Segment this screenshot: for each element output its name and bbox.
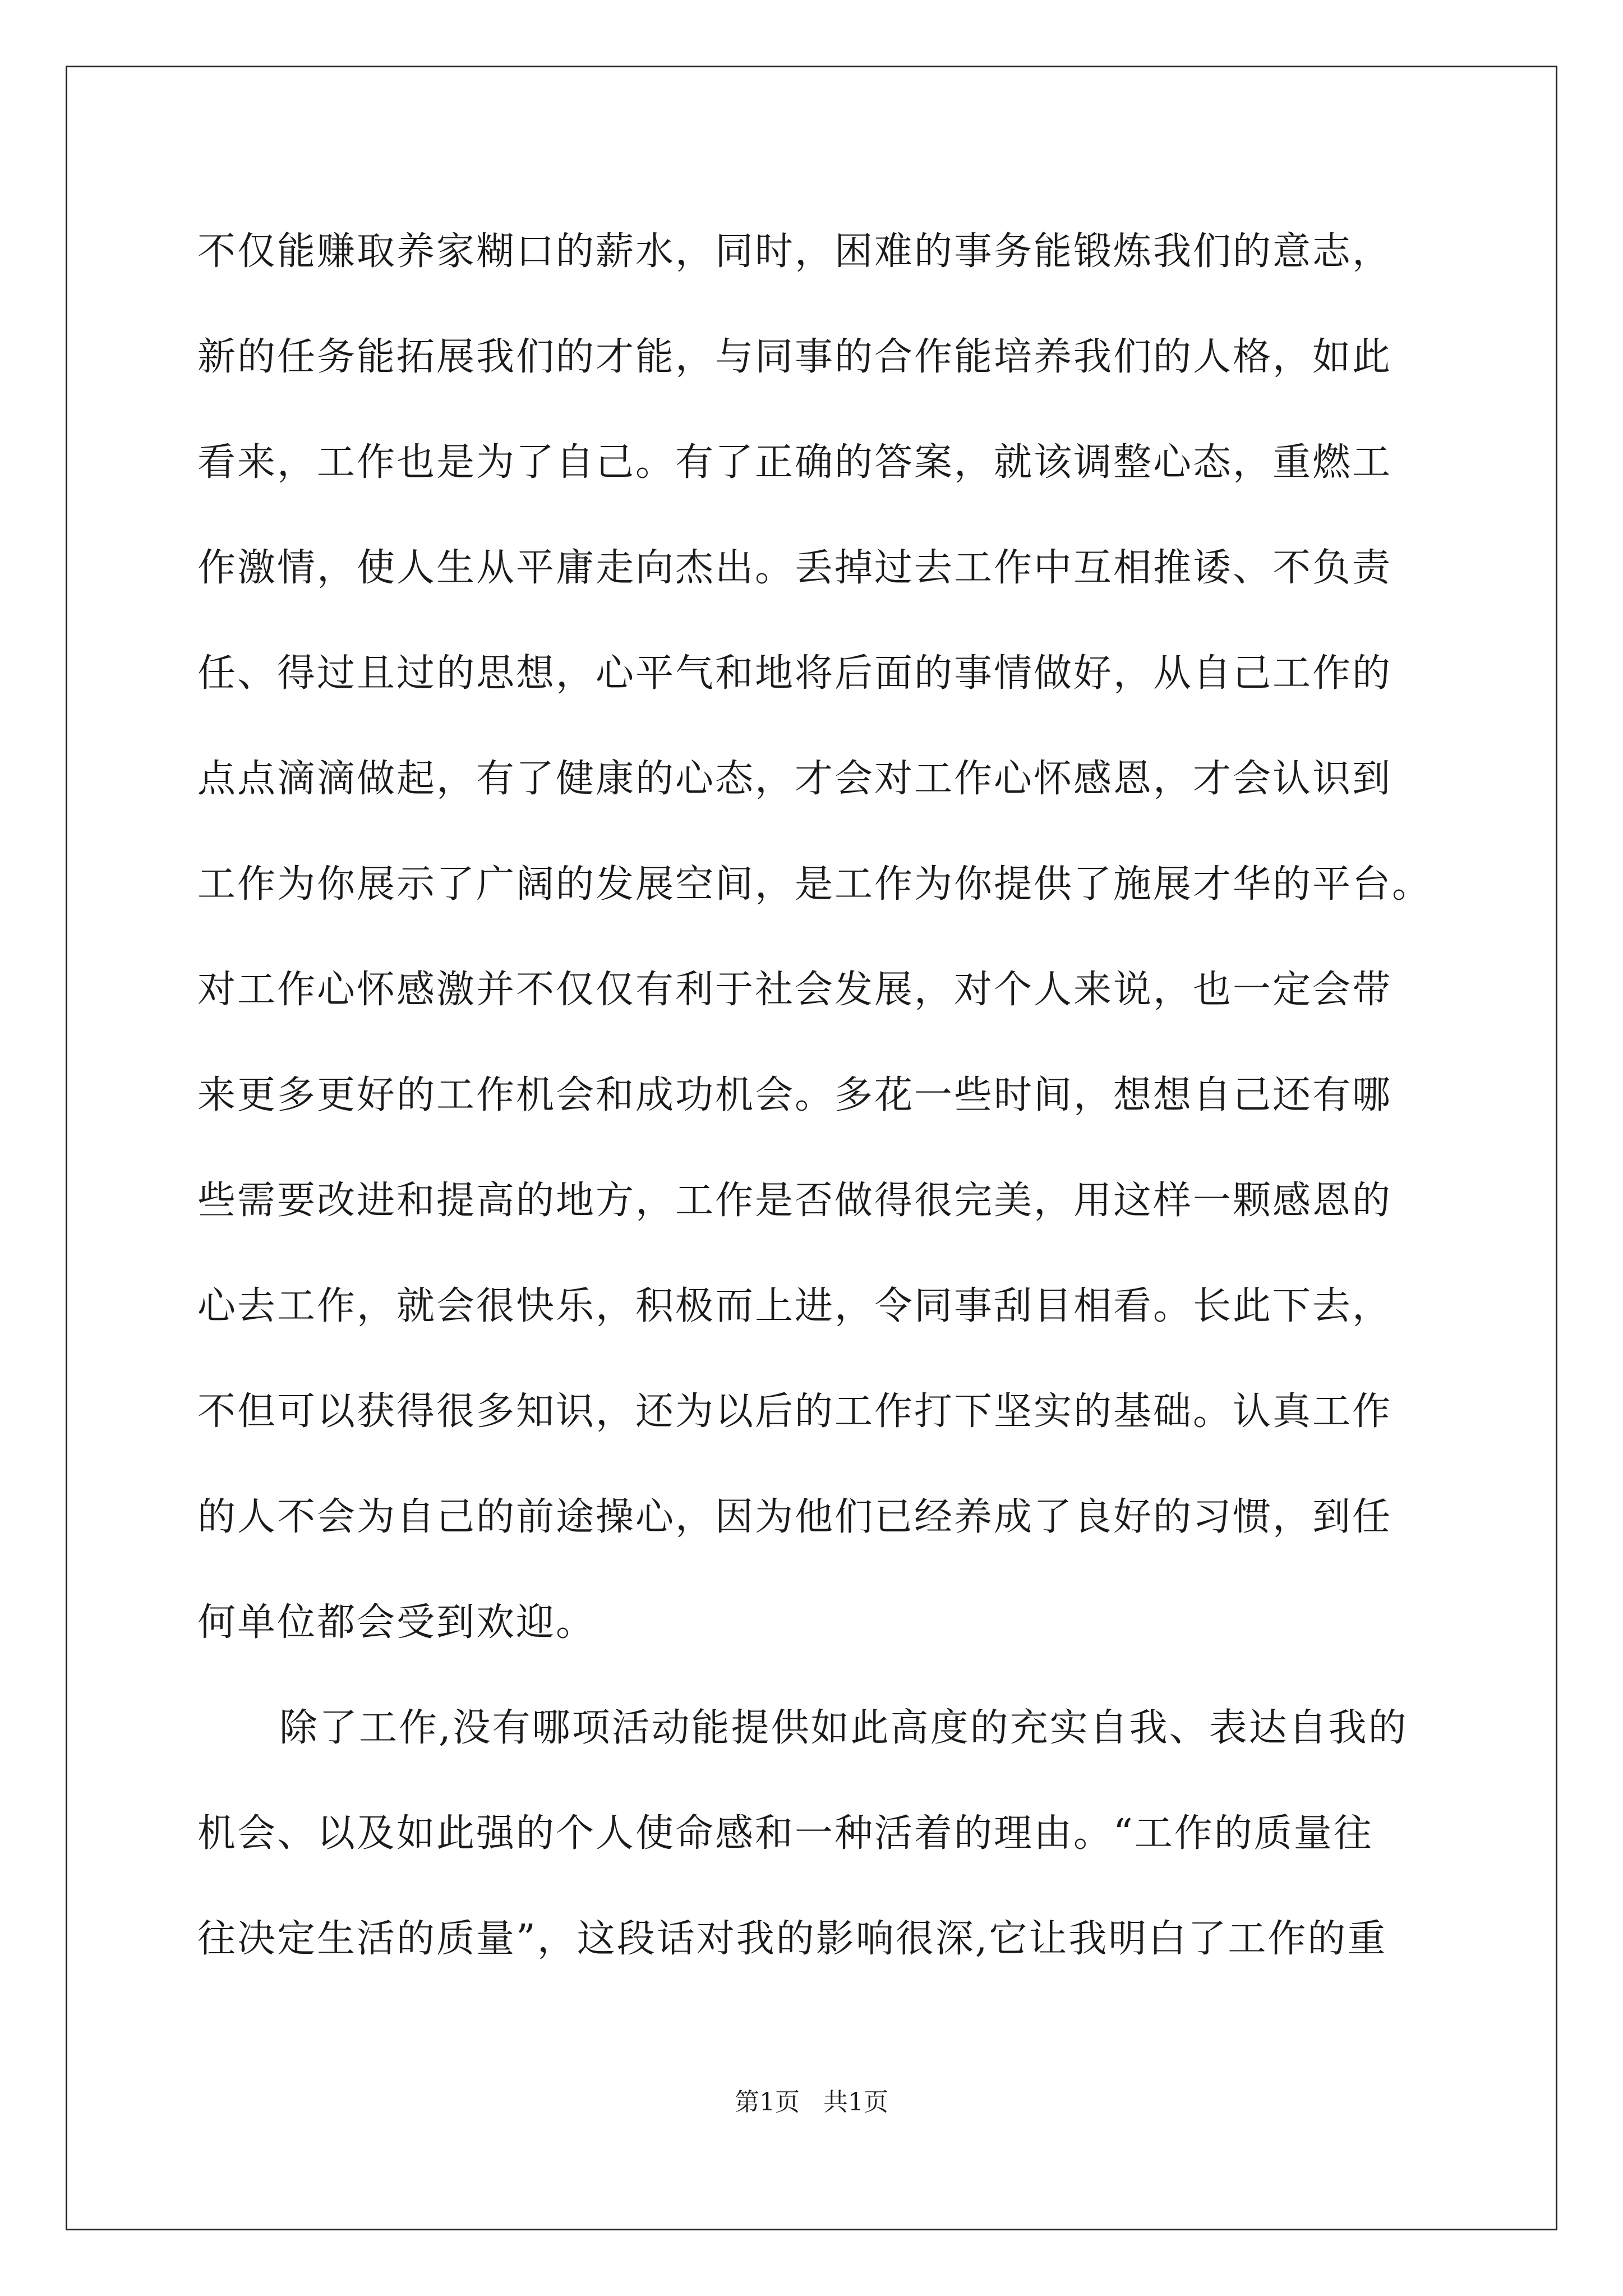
text-line: 机会、以及如此强的个人使命感和一种活着的理由。“工作的质量往 xyxy=(197,1811,1373,1856)
text-line: 点点滴滴做起，有了健康的心态，才会对工作心怀感恩，才会认识到 xyxy=(197,757,1393,801)
text-line: 任、得过且过的思想，心平气和地将后面的事情做好，从自己工作的 xyxy=(197,651,1393,696)
text-line: 新的任务能拓展我们的才能，与同事的合作能培养我们的人格，如此 xyxy=(197,335,1393,379)
text-line: 来更多更好的工作机会和成功机会。多花一些时间，想想自己还有哪 xyxy=(197,1073,1393,1117)
text-line: 不仅能赚取养家糊口的薪水，同时，困难的事务能锻炼我们的意志， xyxy=(197,229,1393,274)
text-line: 何单位都会受到欢迎。 xyxy=(197,1600,596,1645)
text-line: 往决定生活的质量”，这段话对我的影响很深,它让我明白了工作的重 xyxy=(197,1917,1387,1961)
text-line: 不但可以获得很多知识，还为以后的工作打下坚实的基础。认真工作 xyxy=(197,1389,1393,1434)
text-line: 工作为你展示了广阔的发展空间，是工作为你提供了施展才华的平台。 xyxy=(197,862,1432,907)
document-body xyxy=(197,199,1431,1992)
text-line: 看来，工作也是为了自己。有了正确的答案，就该调整心态，重燃工 xyxy=(197,440,1393,485)
page-number-footer: 第1页 共1页 xyxy=(735,2088,888,2116)
text-line: 心去工作，就会很快乐，积极而上进，令同事刮目相看。长此下去， xyxy=(197,1284,1393,1328)
text-line: 些需要改进和提高的地方，工作是否做得很完美，用这样一颗感恩的 xyxy=(197,1179,1393,1223)
text-line: 的人不会为自己的前途操心，因为他们已经养成了良好的习惯，到任 xyxy=(197,1495,1393,1539)
paragraph-start-line: 除了工作,没有哪项活动能提供如此高度的充实自我、表达自我的 xyxy=(279,1706,1408,1750)
text-line: 作激情，使人生从平庸走向杰出。丢掉过去工作中互相推诿、不负责 xyxy=(197,546,1393,590)
text-line: 对工作心怀感激并不仅仅有利于社会发展，对个人来说，也一定会带 xyxy=(197,968,1393,1012)
